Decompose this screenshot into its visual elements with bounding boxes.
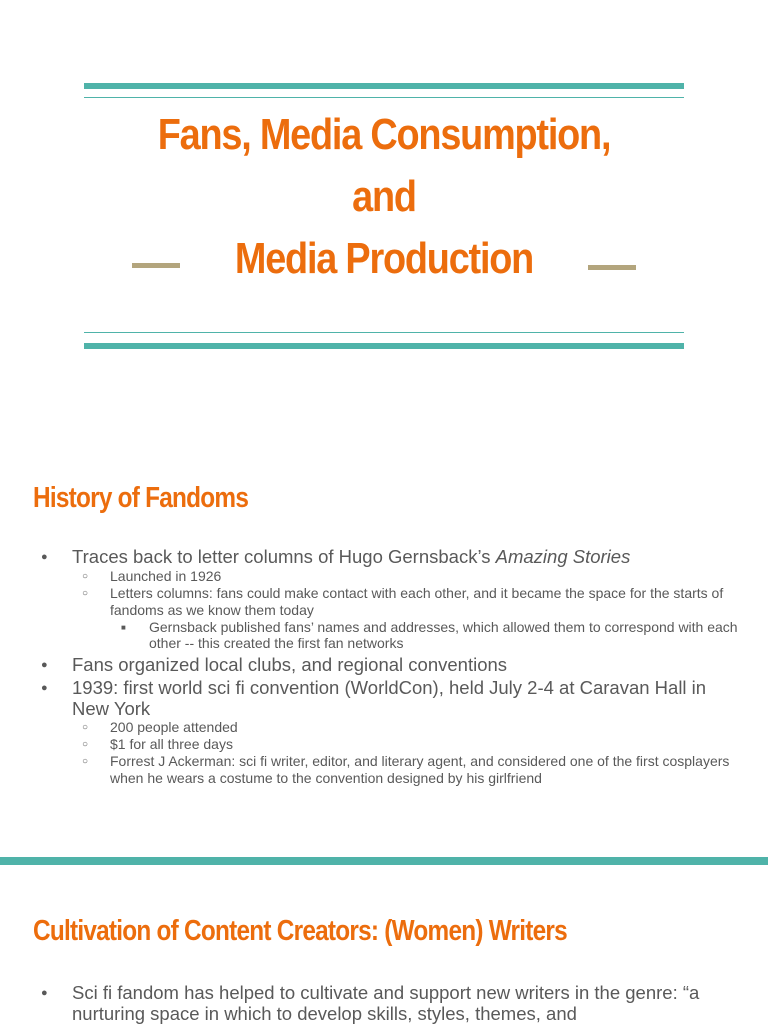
slide-title [126, 104, 642, 290]
history-heading: History of Fandoms [33, 482, 249, 514]
writers-bullet-list [33, 980, 723, 1024]
list-item: ● Sci fi fandom has helped to cultivate and support new writers in the genre: “a nurturing space in which to develop skills, styles, themes, and [33, 983, 723, 1024]
list-item: ● Fans organized local clubs, and regional conventions [33, 655, 745, 676]
list-item: ○ $1 for all three days [33, 736, 745, 753]
title-line-1: Fans, Media Consumption, and [157, 110, 611, 221]
list-item: ○ 200 people attended [33, 719, 745, 736]
slide-divider [0, 857, 768, 865]
top-thin-rule [84, 97, 684, 98]
bottom-thick-rule [84, 343, 684, 349]
list-item: ○ Launched in 1926 [33, 568, 745, 585]
list-item: ○ Letters columns: fans could make contact with each other, and it became the space for the starts of fandoms as we know them today [33, 585, 745, 619]
right-accent-dash [588, 265, 636, 270]
title-slide [0, 0, 768, 440]
bottom-thin-rule [84, 332, 684, 333]
list-item: ● Traces back to letter columns of Hugo Gernsback’s Amazing Stories [33, 547, 745, 568]
title-line-2: Media Production [234, 234, 534, 283]
writers-heading: Cultivation of Content Creators: (Women) Writers [33, 915, 567, 947]
top-thick-rule [84, 83, 684, 89]
list-item: ● 1939: first world sci fi convention (WorldCon), held July 2-4 at Caravan Hall in New York [33, 678, 745, 719]
history-bullet-list [33, 544, 745, 787]
left-accent-dash [132, 263, 180, 268]
list-item: ■ Gernsback published fans’ names and addresses, which allowed them to correspond with each other -- this created the first fan networks [33, 619, 745, 652]
writers-slide [0, 865, 768, 1024]
list-item: ○ Forrest J Ackerman: sci fi writer, editor, and literary agent, and considered one of the first cosplayers when he wears a costume to the convention designed by his girlfriend [33, 753, 745, 787]
history-slide [0, 440, 768, 857]
